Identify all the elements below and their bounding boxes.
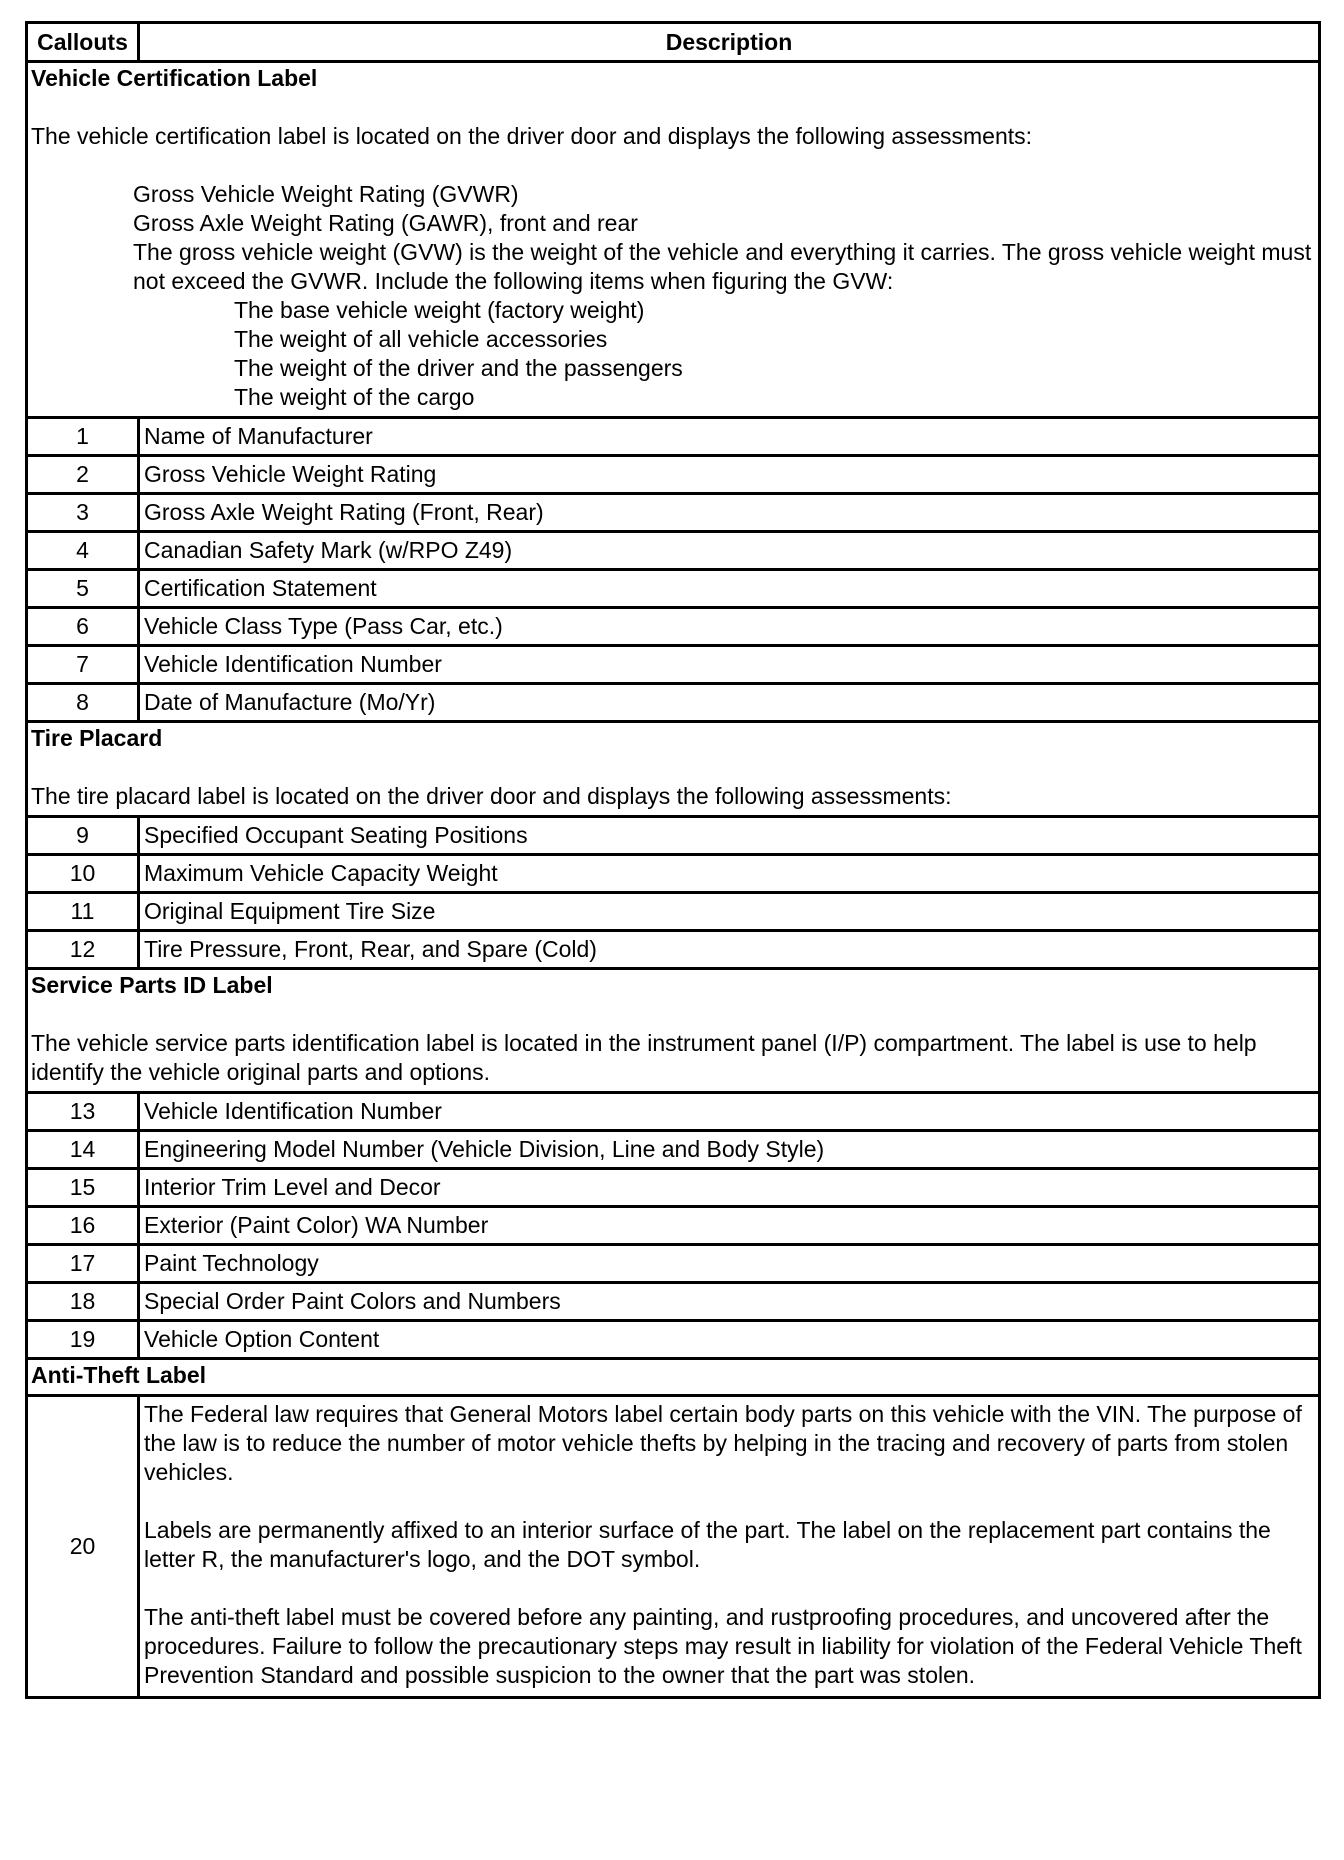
callout-number: 8 [27, 684, 139, 722]
table-row [27, 817, 1320, 855]
callout-number: 4 [27, 532, 139, 570]
callout-description: Vehicle Identification Number [139, 646, 1320, 684]
label-description-table [25, 21, 1321, 1699]
callout-number: 13 [27, 1093, 139, 1131]
callout-description: Engineering Model Number (Vehicle Division, Line and Body Style) [139, 1131, 1320, 1169]
table-row [27, 893, 1320, 931]
callout-description: Exterior (Paint Color) WA Number [139, 1207, 1320, 1245]
section-row-service-parts [27, 969, 1320, 1093]
callout-number: 15 [27, 1169, 139, 1207]
list-item: Gross Vehicle Weight Rating (GVWR) [133, 181, 519, 207]
paragraph: Labels are permanently affixed to an interior surface of the part. The label on the replacement part contains the letter R, the manufacturer's logo, and the DOT symbol. [144, 1517, 1271, 1572]
callout-description: Maximum Vehicle Capacity Weight [139, 855, 1320, 893]
sub-list-item: The weight of the driver and the passengers [234, 355, 683, 381]
table-row [27, 1396, 1320, 1698]
callout-description: Special Order Paint Colors and Numbers [139, 1283, 1320, 1321]
table-row [27, 1169, 1320, 1207]
callout-number: 3 [27, 494, 139, 532]
callout-description: Specified Occupant Seating Positions [139, 817, 1320, 855]
callout-description: Certification Statement [139, 570, 1320, 608]
section-intro: The tire placard label is located on the driver door and displays the following assessments: [31, 783, 952, 809]
callout-number: 10 [27, 855, 139, 893]
sub-list-item: The base vehicle weight (factory weight) [234, 297, 645, 323]
callout-number: 17 [27, 1245, 139, 1283]
callout-number: 12 [27, 931, 139, 969]
table-row [27, 532, 1320, 570]
anti-theft-section [27, 1359, 1320, 1396]
table-row [27, 570, 1320, 608]
paragraph: The anti-theft label must be covered before any painting, and rustproofing procedures, and uncovered after the procedures. Failure to follow the precautionary steps may result in liability for violation of the Federal Vehicle Theft Prevention Standard and possible suspicion to the owner that the part was stolen. [144, 1604, 1302, 1688]
table-row [27, 855, 1320, 893]
table-row [27, 931, 1320, 969]
table-row [27, 1245, 1320, 1283]
table-row [27, 1207, 1320, 1245]
callout-description: Canadian Safety Mark (w/RPO Z49) [139, 532, 1320, 570]
section-row-anti-theft [27, 1359, 1320, 1396]
section-intro: The vehicle certification label is located on the driver door and displays the following assessments: [31, 123, 1033, 149]
table-row [27, 1283, 1320, 1321]
vehicle-cert-section [27, 62, 1320, 418]
section-title: Anti-Theft Label [31, 1362, 207, 1388]
section-intro: The vehicle service parts identification label is located in the instrument panel (I/P) compartment. The label is use to help identify the vehicle original parts and options. [31, 1030, 1257, 1085]
callout-description: Interior Trim Level and Decor [139, 1169, 1320, 1207]
table-row [27, 1131, 1320, 1169]
service-parts-section [27, 969, 1320, 1093]
section-row-tire-placard [27, 722, 1320, 817]
callout-number: 9 [27, 817, 139, 855]
list-item: The gross vehicle weight (GVW) is the weight of the vehicle and everything it carries. The gross vehicle weight must not exceed the GVWR. Include the following items when figuring the GVW: [133, 239, 1312, 294]
callout-description: Original Equipment Tire Size [139, 893, 1320, 931]
callout-description: Name of Manufacturer [139, 418, 1320, 456]
table-row [27, 1321, 1320, 1359]
callout-description: Vehicle Class Type (Pass Car, etc.) [139, 608, 1320, 646]
callout-number: 19 [27, 1321, 139, 1359]
callout-number: 5 [27, 570, 139, 608]
table-header-row [27, 23, 1320, 62]
callout-number: 16 [27, 1207, 139, 1245]
table-row [27, 684, 1320, 722]
section-title: Tire Placard [31, 725, 163, 751]
section-title: Vehicle Certification Label [31, 65, 318, 91]
table-row [27, 494, 1320, 532]
description-header: Description [139, 23, 1320, 62]
table-row [27, 418, 1320, 456]
callout-description: Tire Pressure, Front, Rear, and Spare (Cold) [139, 931, 1320, 969]
callout-number: 18 [27, 1283, 139, 1321]
list-item: Gross Axle Weight Rating (GAWR), front and rear [133, 210, 638, 236]
sub-list-item: The weight of the cargo [234, 384, 475, 410]
callout-number: 1 [27, 418, 139, 456]
callout-description: Paint Technology [139, 1245, 1320, 1283]
callout-description: Date of Manufacture (Mo/Yr) [139, 684, 1320, 722]
callout-description: Gross Vehicle Weight Rating [139, 456, 1320, 494]
callout-description: Vehicle Option Content [139, 1321, 1320, 1359]
table-row [27, 1093, 1320, 1131]
sub-list-item: The weight of all vehicle accessories [234, 326, 608, 352]
tire-placard-section [27, 722, 1320, 817]
callout-number: 20 [27, 1396, 139, 1698]
callouts-header: Callouts [27, 23, 139, 62]
callout-number: 2 [27, 456, 139, 494]
callout-number: 11 [27, 893, 139, 931]
table-row [27, 608, 1320, 646]
table-row [27, 456, 1320, 494]
callout-description [139, 1396, 1320, 1698]
callout-description: Gross Axle Weight Rating (Front, Rear) [139, 494, 1320, 532]
section-row-vehicle-cert [27, 62, 1320, 418]
table-row [27, 646, 1320, 684]
assessment-list [31, 180, 1315, 412]
callout-number: 7 [27, 646, 139, 684]
callout-number: 6 [27, 608, 139, 646]
section-title: Service Parts ID Label [31, 972, 273, 998]
callout-number: 14 [27, 1131, 139, 1169]
callout-description: Vehicle Identification Number [139, 1093, 1320, 1131]
paragraph: The Federal law requires that General Motors label certain body parts on this vehicle with the VIN. The purpose of the law is to reduce the number of motor vehicle thefts by helping in the tracing and recovery of parts from stolen vehicles. [144, 1401, 1302, 1485]
